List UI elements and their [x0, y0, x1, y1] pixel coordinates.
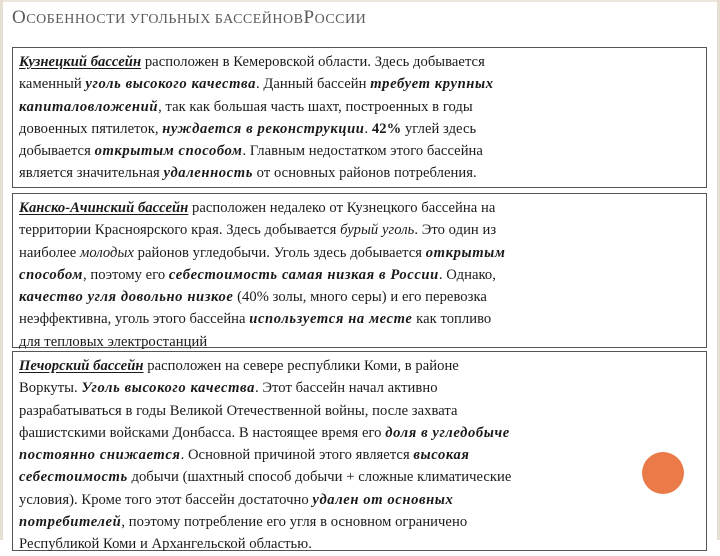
pechora-basin-box — [12, 351, 707, 551]
emphasis: нуждается в реконструкции — [162, 120, 365, 137]
text-span: районов угледобычи. Уголь здесь добывается — [133, 244, 426, 261]
emphasis: капиталовложений — [19, 98, 159, 115]
kansk-achinsk-basin-box — [12, 193, 707, 348]
text-line — [19, 511, 700, 533]
text-line — [19, 422, 700, 444]
text-line — [19, 533, 700, 555]
text-span: неэффективна, уголь этого бассейна — [19, 311, 250, 328]
text-line — [19, 140, 700, 162]
text-span: . — [364, 120, 372, 137]
emphasis: себестоимость самая низкая в России — [168, 266, 439, 283]
left-border — [0, 0, 3, 540]
text-span: . Основной причиной этого является — [180, 447, 414, 464]
text-line — [19, 466, 700, 488]
text-span: . Главным недостатком этого бассейна — [242, 143, 483, 160]
title-initial: О — [12, 7, 27, 28]
emphasis: способом — [19, 266, 83, 283]
text-span: . Этот бассейн начал активно — [254, 380, 438, 397]
emphasis: потребителей — [19, 514, 122, 531]
text-span: Республикой Коми и Архангельской областью. — [19, 536, 312, 553]
text-span: . Однако, — [438, 266, 496, 283]
text-line — [19, 219, 700, 241]
text-span: наиболее — [19, 244, 80, 261]
emphasis: открытым способом — [94, 143, 243, 160]
emphasis: доля в угледобыче — [385, 424, 510, 441]
emphasis: удаленность — [163, 165, 253, 182]
text-line — [19, 489, 700, 511]
emphasis: удален от основных — [312, 491, 454, 508]
text-span: , поэтому его — [82, 266, 169, 283]
text-line — [19, 444, 700, 466]
text-span: территории Красноярского края. Здесь добывается — [19, 222, 341, 239]
title-text-part1: СОБЕННОСТИ УГОЛЬНЫХ БАССЕЙНОВ — [26, 12, 304, 27]
text-span: довоенных пятилеток, — [19, 120, 163, 137]
title-russia-initial: Р — [303, 7, 315, 28]
basin-name: Канско-Ачинский бассейн — [19, 200, 189, 216]
text-line — [19, 377, 700, 399]
text-line — [19, 308, 700, 330]
emphasis: используется на месте — [249, 311, 413, 328]
text-span: расположен недалеко от Кузнецкого бассейна на — [188, 200, 496, 216]
title-russia-rest: ОССИИ — [314, 12, 367, 27]
text-span: от основных районов потребления. — [252, 165, 477, 182]
page-title — [12, 7, 366, 29]
text-span: разрабатываться в годы Великой Отечественной войны, после захвата — [19, 402, 458, 419]
emphasis: качество угля довольно низкое — [19, 289, 234, 306]
text-span: . Это один из — [414, 222, 497, 239]
emphasis: бурый уголь — [340, 222, 415, 239]
text-span: условия). Кроме того этот бассейн достаточно — [19, 491, 313, 508]
text-span: является значительная — [19, 165, 164, 182]
emphasis: Уголь высокого качества — [81, 380, 255, 397]
basin-name: Кузнецкий бассейн — [19, 54, 142, 70]
emphasis: открытым — [425, 244, 506, 261]
top-border-line — [0, 0, 720, 2]
emphasis: себестоимость — [19, 469, 128, 486]
text-line — [19, 96, 700, 118]
text-line — [19, 162, 700, 184]
text-span: каменный — [19, 76, 86, 93]
text-span: для тепловых электростанций — [19, 333, 208, 350]
text-span: углей здесь — [401, 120, 477, 137]
text-line — [19, 51, 700, 73]
text-line — [19, 400, 700, 422]
emphasis: высокая — [413, 447, 470, 464]
emphasis: требует крупных — [370, 76, 494, 93]
text-line — [19, 242, 700, 264]
emphasis: постоянно снижается — [19, 447, 181, 464]
text-span: расположен в Кемеровской области. Здесь добывается — [141, 54, 485, 70]
text-span: . Данный бассейн — [255, 76, 371, 93]
text-line — [19, 73, 700, 95]
basin-name: Печорский бассейн — [19, 358, 144, 374]
text-line — [19, 118, 700, 140]
kuznetsk-basin-box — [12, 47, 707, 188]
text-line — [19, 197, 700, 219]
text-span: расположен на севере республики Коми, в районе — [143, 358, 459, 374]
text-span: (40% золы, много серы) и его перевозка — [233, 289, 487, 306]
text-span: , так как большая часть шахт, построенных в годы — [158, 98, 473, 115]
text-span: фашистскими войсками Донбасса. В настоящее время его — [19, 424, 386, 441]
text-line — [19, 264, 700, 286]
text-span: , поэтому потребление его угля в основном ограничено — [121, 514, 468, 531]
text-line — [19, 286, 700, 308]
text-line — [19, 331, 700, 353]
text-span: Воркуты. — [19, 380, 82, 397]
emphasis: уголь высокого качества — [85, 76, 256, 93]
text-span: как топливо — [412, 311, 492, 328]
text-span: добывается — [19, 143, 95, 160]
emphasis: молодых — [79, 244, 134, 261]
percent-value: 42% — [371, 120, 402, 137]
orange-circle-marker — [642, 452, 684, 494]
text-line — [19, 355, 700, 377]
text-span: добычи (шахтный способ добычи + сложные климатические — [127, 469, 512, 486]
